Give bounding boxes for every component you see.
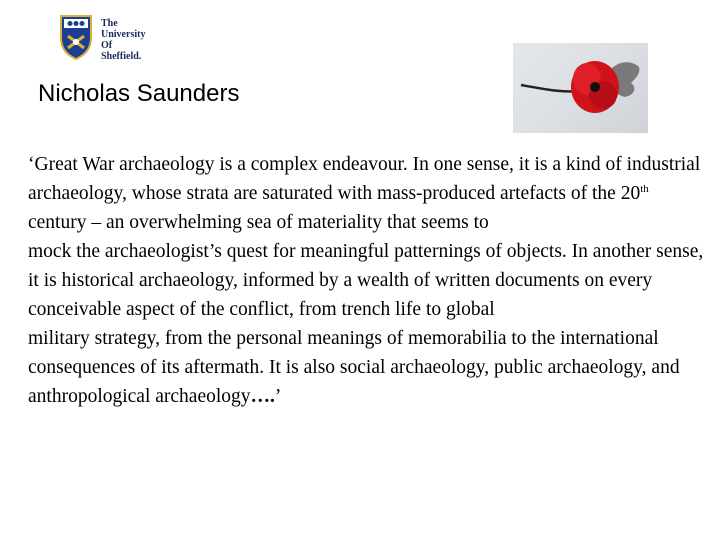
quote-text	[28, 150, 708, 411]
ordinal-superscript: th	[640, 183, 649, 195]
wordmark-line: University	[101, 29, 146, 40]
shield-icon	[59, 14, 93, 60]
quote-part: century – an overwhelming sea of materiality that seems to	[28, 212, 489, 233]
wordmark-line: Sheffield.	[101, 51, 142, 62]
quote-close: ’	[274, 386, 282, 407]
wordmark-line: The	[101, 18, 118, 29]
poppy-photo	[513, 43, 648, 133]
poppy-illustration	[513, 43, 648, 133]
author-name: Nicholas Saunders	[38, 80, 240, 107]
quote-part: mock the archaeologist’s quest for meaningful patternings of objects. In another sense, it is historical archaeology, informed by a wealth of written documents on every conceivable aspect of the conflict, from trench life to global	[28, 241, 704, 320]
wordmark-line: Of	[101, 40, 113, 51]
quote-part: military strategy, from the personal meanings of memorabilia to the international consequences of its aftermath. It is also social archaeology, public archaeology, and anthropological archaeology	[28, 328, 680, 407]
quote-part: ‘Great War archaeology is a complex endeavour. In one sense, it is a kind of industrial archaeology, whose strata are saturated with mass-produced artefacts of the 20	[28, 154, 701, 204]
quote-ellipsis: ….	[250, 386, 275, 407]
university-wordmark	[101, 18, 145, 62]
university-logo	[59, 14, 169, 70]
